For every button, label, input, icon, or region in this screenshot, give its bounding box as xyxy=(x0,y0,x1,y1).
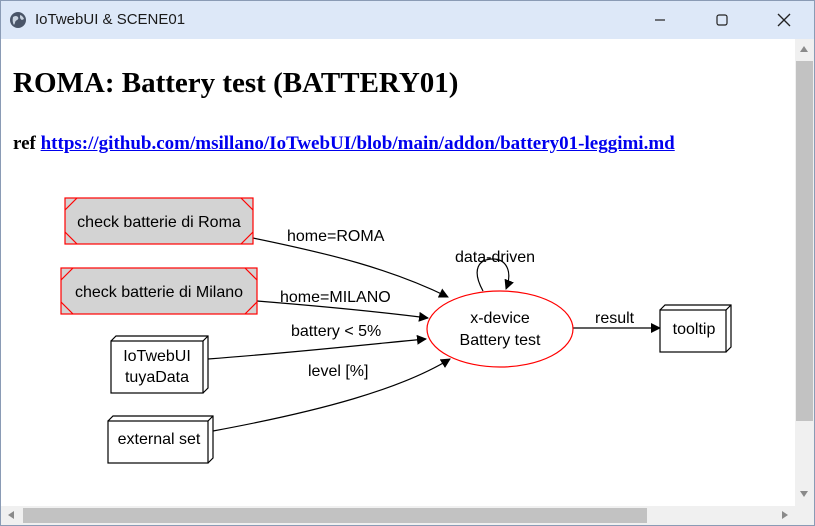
vertical-scrollbar[interactable] xyxy=(795,39,814,506)
ref-label: ref xyxy=(13,133,36,154)
node-x-device[interactable] xyxy=(427,291,573,367)
node-label-tooltip: tooltip xyxy=(672,321,716,338)
node-iotwebui[interactable] xyxy=(111,336,208,393)
page-title: ROMA: Battery test (BATTERY01) xyxy=(13,67,459,99)
close-button[interactable] xyxy=(757,1,811,39)
maximize-button[interactable] xyxy=(695,1,749,39)
scene-graph xyxy=(1,39,794,506)
node-check-milano[interactable] xyxy=(61,268,257,314)
minimize-icon xyxy=(654,14,666,26)
node-tooltip[interactable] xyxy=(660,305,731,352)
edge-label-level: level [%] xyxy=(308,363,369,380)
title-bar[interactable] xyxy=(1,1,814,39)
node-label-xdevice-1: x-device xyxy=(470,310,530,327)
window-title: IoTwebUI & SCENE01 xyxy=(35,11,186,28)
node-label-external: external set xyxy=(117,431,201,448)
scroll-right-arrow[interactable] xyxy=(777,507,793,523)
node-label-milano: check batterie di Milano xyxy=(74,284,244,301)
edge-battery xyxy=(208,339,426,359)
edge-label-data-driven: data-driven xyxy=(455,249,536,266)
node-label-iotwebui-1: IoTwebUI xyxy=(123,348,191,365)
node-check-roma[interactable] xyxy=(65,198,253,244)
vertical-scroll-thumb[interactable] xyxy=(796,61,813,421)
page-content xyxy=(1,39,794,506)
node-label-roma: check batterie di Roma xyxy=(77,214,241,231)
globe-icon xyxy=(9,11,27,29)
scroll-left-arrow[interactable] xyxy=(3,507,19,523)
triangle-up-icon xyxy=(800,46,808,52)
maximize-icon xyxy=(716,14,728,26)
node-label-iotwebui-2: tuyaData xyxy=(124,369,190,386)
edge-label-battery: battery < 5% xyxy=(291,323,382,340)
node-label-xdevice-2: Battery test xyxy=(459,332,541,349)
triangle-right-icon xyxy=(782,511,788,519)
edge-label-home-roma: home=ROMA xyxy=(287,228,385,245)
scroll-up-arrow[interactable] xyxy=(796,41,812,57)
reference-link[interactable]: https://github.com/msillano/IoTwebUI/blob/main/addon/battery01-leggimi.md xyxy=(40,133,675,154)
edge-label-result: result xyxy=(595,310,635,327)
minimize-button[interactable] xyxy=(633,1,687,39)
scroll-down-arrow[interactable] xyxy=(796,486,812,502)
scrollbar-corner xyxy=(795,506,814,525)
horizontal-scrollbar[interactable] xyxy=(1,506,795,525)
close-icon xyxy=(777,13,791,27)
triangle-down-icon xyxy=(800,491,808,497)
triangle-left-icon xyxy=(8,511,14,519)
horizontal-scroll-thumb[interactable] xyxy=(23,508,647,523)
node-external-set[interactable] xyxy=(108,416,213,463)
edge-label-home-milano: home=MILANO xyxy=(280,289,391,306)
